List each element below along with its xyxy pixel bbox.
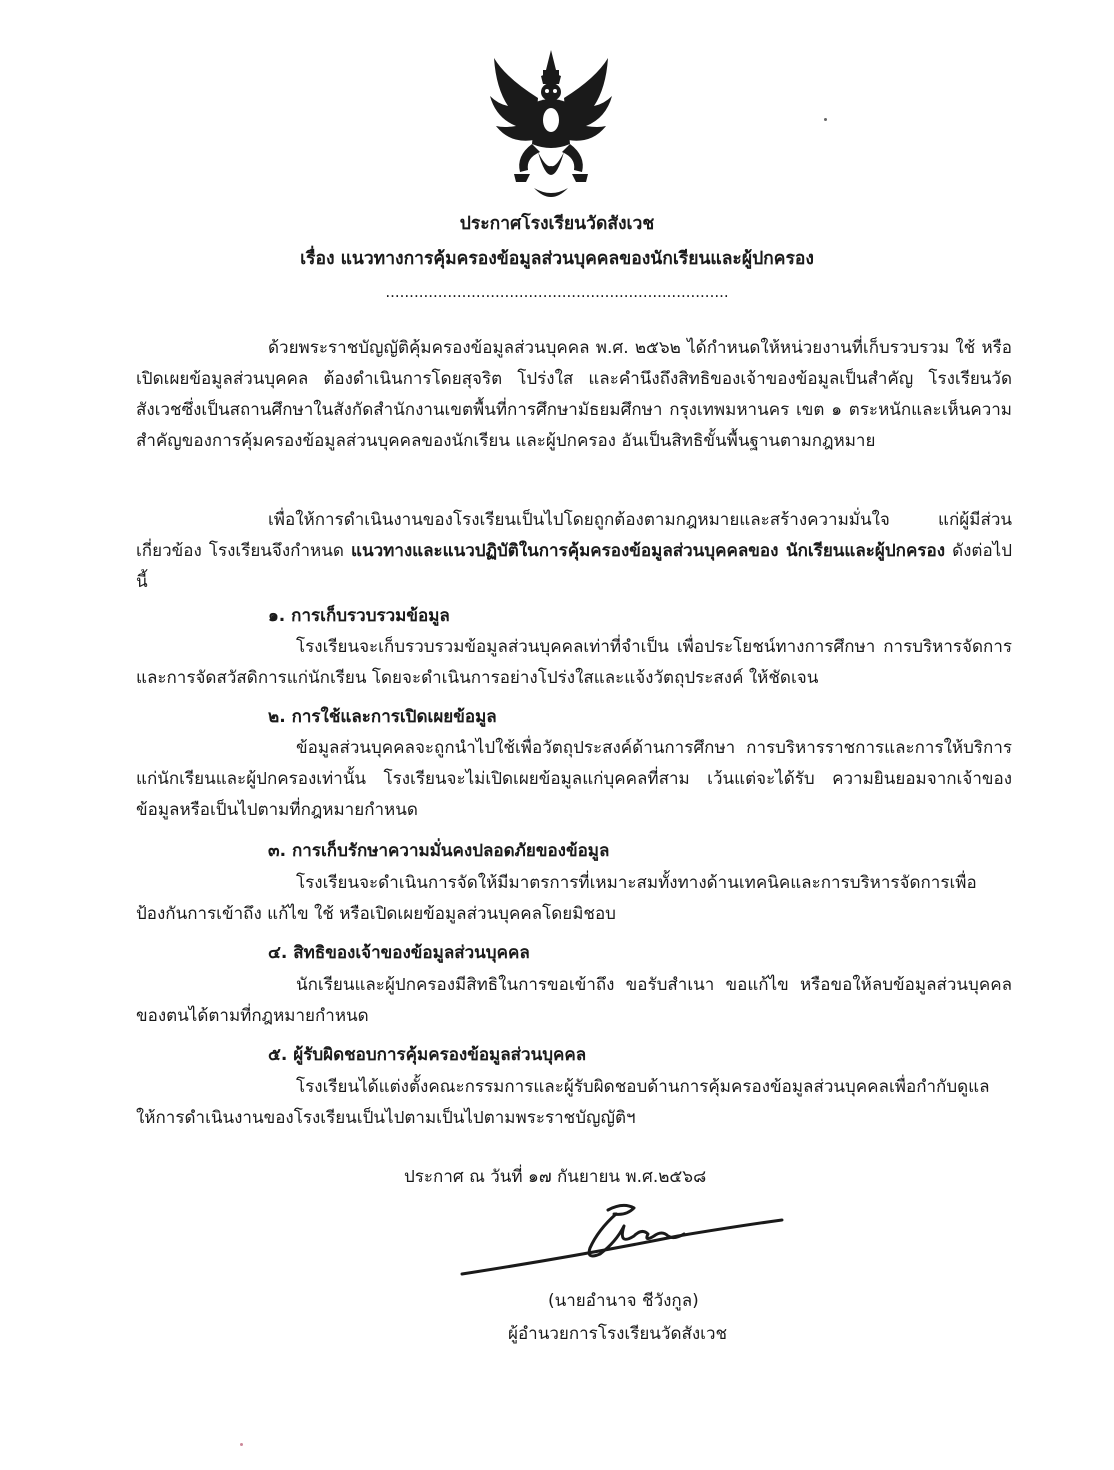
section-2-text [136,733,1012,826]
section-2-heading: ๒. การใช้และการเปิดเผยข้อมูล [268,707,497,727]
garuda-emblem-icon [486,48,616,208]
section-1-text [136,632,1012,694]
signature-icon [458,1196,788,1286]
scan-speck [240,1443,243,1446]
intro-text-2a: เพื่อให้การดำเนินงานของโรงเรียนเป็นไปโดยถูกต้องตามกฎหมายและสร้างความมั่นใจ แก่ผู้มีส่วนเกี่ยวข้อง โรงเรียนจึงกำหนด [136,510,1012,561]
intro-text-2b: ดังต่อไปนี้ [136,541,1013,592]
section-3-heading: ๓. การเก็บรักษาความมั่นคงปลอดภัยของข้อมูล [268,841,610,861]
section-4-body: นักเรียนและผู้ปกครองมีสิทธิในการขอเข้าถึง ขอรับสำเนา ขอแก้ไข หรือขอให้ลบข้อมูลส่วนบุคคลของตนได้ตามที่กฎหมายกำหนด [136,975,1012,1026]
section-4-heading: ๔. สิทธิของเจ้าของข้อมูลส่วนบุคคล [268,943,530,963]
section-4-text [136,970,1012,1032]
intro-paragraph-1 [136,333,1012,457]
intro-text-1: ด้วยพระราชบัญญัติคุ้มครองข้อมูลส่วนบุคคล พ.ศ. ๒๕๖๒ ได้กำหนดให้หน่วยงานที่เก็บรวบรวม ใช้ หรือเปิดเผยข้อมูลส่วนบุคคล ต้องดำเนินการโดยสุจริต โปร่งใส และคำนึงถึงสิทธิของเจ้าของข้อมูลเป็นสำคัญ โรงเรียนวัดสังเวชซึ่งเป็นสถานศึกษาในสังกัดสำนักงานเขตพื้นที่การศึกษามัธยมศึกษา กรุงเทพมหานคร เขต ๑ ตระหนักและเห็นความสำคัญของการคุ้มครองข้อมูลส่วนบุคคลของนักเรียน และผู้ปกครอง อันเป็นสิทธิขั้นพื้นฐานตามกฎหมาย [136,338,1012,451]
section-2-body: ข้อมูลส่วนบุคคลจะถูกนำไปใช้เพื่อวัตถุประสงค์ด้านการศึกษา การบริหารราชการและการให้บริการแก่นักเรียนและผู้ปกครองเท่านั้น โรงเรียนจะไม่เปิดเผยข้อมูลแก่บุคคลที่สาม เว้นแต่จะได้รับ ความยินยอมจากเจ้าของข้อมูลหรือเป็นไปตามที่กฎหมายกำหนด [136,738,1012,820]
intro-paragraph-2 [136,505,1012,598]
separator-line: ........................................................................ [385,283,729,301]
signer-title: ผู้อำนวยการโรงเรียนวัดสังเวช [508,1324,728,1344]
section-1-heading: ๑. การเก็บรวบรวมข้อมูล [268,606,450,626]
section-5-heading: ๕. ผู้รับผิดชอบการคุ้มครองข้อมูลส่วนบุคคล [268,1045,587,1065]
section-1-body: โรงเรียนจะเก็บรวบรวมข้อมูลส่วนบุคคลเท่าที่จำเป็น เพื่อประโยชน์ทางการศึกษา การบริหารจัดการ และการจัดสวัสดิการแก่นักเรียน โดยจะดำเนินการอย่างโปร่งใสและแจ้งวัตถุประสงค์ ให้ชัดเจน [136,637,1012,688]
section-5-body: โรงเรียนได้แต่งตั้งคณะกรรมการและผู้รับผิดชอบด้านการคุ้มครองข้อมูลส่วนบุคคลเพื่อกำกับดูแลให้การดำเนินงานของโรงเรียนเป็นไปตามเป็นไปตามพระราชบัญญัติฯ [136,1077,990,1128]
section-3-text [136,868,1012,930]
scan-speck [824,118,827,121]
document-subject: เรื่อง แนวทางการคุ้มครองข้อมูลส่วนบุคคลของนักเรียนและผู้ปกครอง [300,249,814,269]
section-5-text [136,1072,1012,1134]
document-title: ประกาศโรงเรียนวัดสังเวช [459,214,655,234]
section-3-body: โรงเรียนจะดำเนินการจัดให้มีมาตรการที่เหมาะสมทั้งทางด้านเทคนิคและการบริหารจัดการเพื่อป้องกันการเข้าถึง แก้ไข ใช้ หรือเปิดเผยข้อมูลส่วนบุคคลโดยมิชอบ [136,873,977,924]
intro-text-2-bold: แนวทางและแนวปฏิบัติในการคุ้มครองข้อมูลส่วนบุคคลของ นักเรียนและผู้ปกครอง [350,541,945,561]
signer-name: (นายอำนาจ ชีวังกูล) [548,1291,699,1311]
announcement-date: ประกาศ ณ วันที่ ๑๗ กันยายน พ.ศ.๒๕๖๘ [404,1167,707,1187]
